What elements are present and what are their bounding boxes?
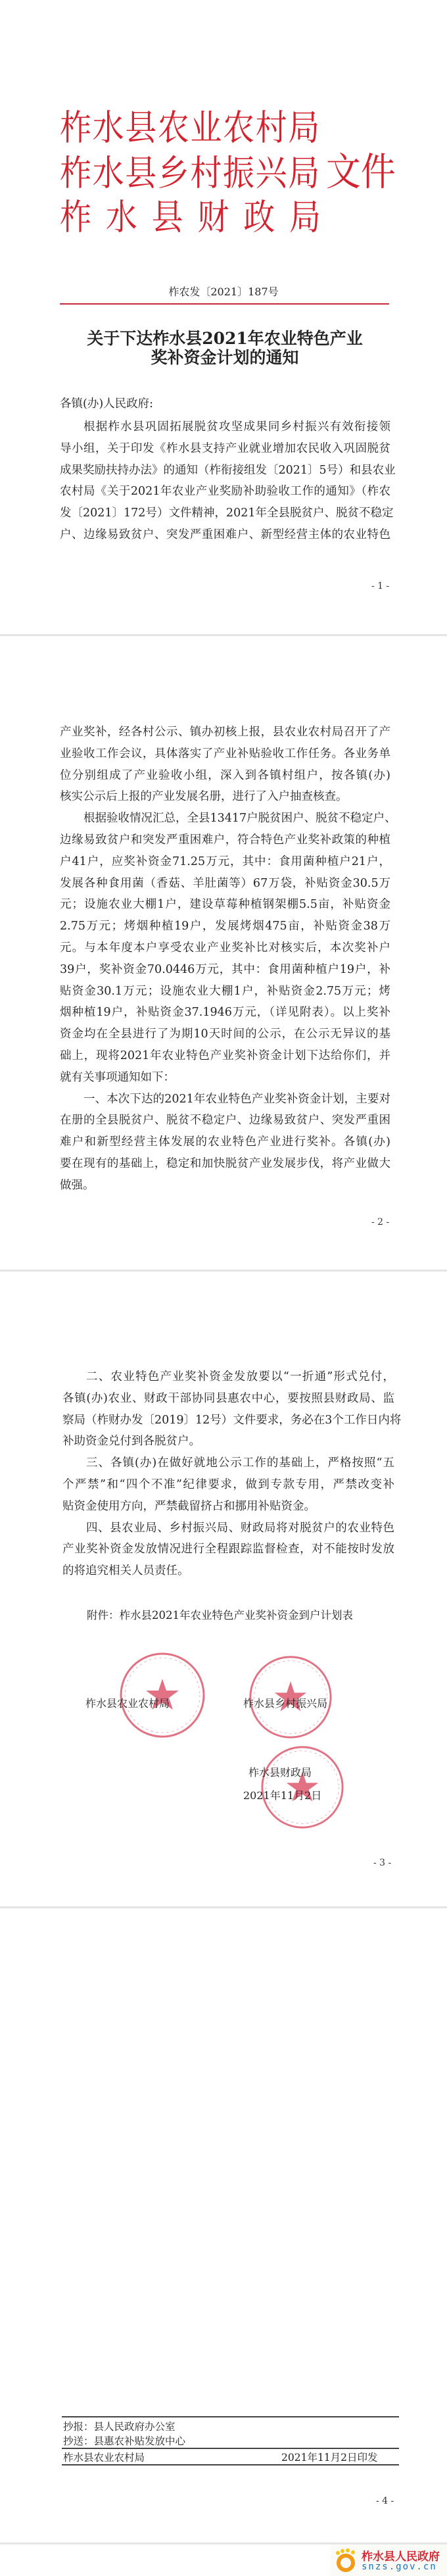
text-line: 业验收工作会议，具体落实了产业补贴验收工作任务。各业务单 — [60, 747, 390, 760]
text-line: 二、农业特色产业奖补资金发放要以“一折通”形式兑付， — [86, 1370, 394, 1383]
issuer-rural: 柞水县乡村振兴局 — [60, 153, 321, 194]
site-watermark — [331, 2544, 447, 2576]
text-line: 补助资金兑付到各脱贫户。 — [62, 1435, 200, 1449]
signature-date: 2021年11月2日 — [243, 1789, 322, 1802]
text-line: 三、各镇(办)在做好就地公示工作的基础上，严格按照“五 — [86, 1456, 394, 1470]
title-line-2: 奖补资金计划的通知 — [151, 348, 299, 367]
red-divider — [60, 303, 389, 305]
cc-send: 抄送：县惠农补贴发放中心 — [63, 2435, 186, 2447]
text-line: 根据柞水县巩固拓展脱贫攻坚成果同乡村振兴有效衔接领 — [83, 420, 390, 433]
divider — [62, 2464, 399, 2465]
signature-finance: 柞水县财政局 — [248, 1766, 312, 1779]
text-line: 难户和新型经营主体发展的农业特色产业进行奖补。各镇(办) — [60, 1135, 390, 1149]
page-number: - 2 - — [371, 1217, 390, 1227]
page-3 — [0, 1272, 447, 1906]
page-1 — [0, 0, 447, 634]
issuer-line-finance: 柞水县财政局 — [60, 197, 335, 238]
text-line: 成果奖励扶持办法》的通知（柞衔接组发〔2021〕5号）和县农业 — [60, 463, 396, 477]
text-line: 39户，奖补资金70.0446万元，其中：食用菌种植户19户，补 — [60, 962, 390, 976]
signature-agriculture: 柞水县农业农村局 — [85, 1697, 170, 1710]
divider — [62, 2416, 399, 2417]
page-number: - 4 - — [376, 2496, 394, 2506]
text-line: 位分别组成了产业验收小组，深入到各镇村组户，按各镇(办) — [60, 768, 390, 782]
text-line: 2.75万元；烤烟种植19户，发展烤烟475亩，补贴资金38万 — [60, 920, 390, 933]
text-line: 根据验收情况汇总，全县13417户脱贫困户、脱贫不稳定户、 — [83, 812, 396, 826]
watermark-url: snzs.gov.cn — [362, 2562, 437, 2572]
text-line: 贴资金使用方向，严禁截留挤占和挪用补贴资金。 — [62, 1499, 316, 1513]
text-line: 产业奖补，经各村公示、镇办初核上报，县农业农村局召开了产 — [60, 726, 390, 739]
text-line: 各镇(办)农业、财政干部协同县惠农中心，要按照县财政局、监 — [62, 1391, 394, 1405]
page-2 — [0, 636, 447, 1270]
text-line: 农村局《关于2021年农业产业奖励补助验收工作的通知》（柞农 — [60, 485, 390, 499]
text-line: 察局（柞财办发〔2019〕12号）文件要求，务必在3个工作日内将 — [62, 1413, 402, 1427]
text-line: 要在现有的基础上，稳定和加快脱贫产业发展步伐，将产业做大 — [60, 1156, 390, 1170]
text-line: 的将追究相关人员责任。 — [62, 1564, 189, 1578]
body-text — [62, 1366, 402, 1582]
government-logo-icon — [335, 2548, 357, 2572]
issuer: 柞水县农业农村局 — [63, 2452, 145, 2464]
body-text — [60, 722, 396, 1197]
text-line: 核实公示后上报的产业发展名册，进行了入户抽查核查。 — [60, 790, 348, 804]
attachment-note: 附件：柞水县2021年农业特色产业奖补资金到户计划表 — [87, 1609, 353, 1622]
issue-date: 2021年11月2日印发 — [281, 2452, 378, 2464]
text-line: 础上，现将2021年农业特色产业奖补资金计划下达给你们，并 — [60, 1049, 390, 1062]
text-line: 烟种植19户，补贴资金37.1946万元，（详见附表）。以上奖补 — [60, 1006, 390, 1020]
watermark-name: 柞水县人民政府 — [362, 2550, 440, 2564]
text-line: 贴资金30.1万元；设施农业大棚1户，补贴资金2.75万元；烤 — [60, 984, 390, 998]
salutation — [60, 393, 390, 415]
text-line: 户41户，应奖补资金71.25万元，其中：食用菌种植户21户， — [60, 855, 390, 868]
text-line: 发〔2021〕172号）文件精神，2021年全县脱贫户、脱贫不稳定 — [60, 507, 394, 520]
divider — [62, 2448, 399, 2449]
text-line: 四、县农业局、乡村振兴局、财政局将对脱贫户的农业特色 — [86, 1521, 394, 1535]
text-line: 元；设施农业大棚1户，建设草莓种植钢架棚5.5亩，补贴资金 — [60, 898, 390, 912]
salutation-text: 各镇(办)人民政府: — [60, 397, 154, 410]
text-line: 资金均在全县进行了为期10天时间的公示，在公示无异议的基 — [60, 1028, 390, 1041]
text-line: 在册的全县脱贫户、脱贫不稳定户、边缘易致贫户、突发严重困 — [60, 1114, 390, 1127]
page-4 — [0, 1908, 447, 2542]
text-line: 产业奖补资金发放情况进行全程跟踪监督检查，对不能按时发放 — [62, 1543, 394, 1556]
issuer-line-rural — [60, 149, 396, 195]
text-line: 个严禁”和“四个不准”纪律要求，做到专款专用，严禁改变补 — [62, 1477, 394, 1491]
signature-rural: 柞水县乡村振兴局 — [243, 1697, 328, 1710]
page-number: - 3 - — [373, 1858, 392, 1868]
text-line: 户、边缘易致贫户、突发严重困难户、新型经营主体的农业特色 — [60, 528, 390, 541]
body-text — [60, 416, 396, 546]
text-line: 边缘易致贫户和突发严重困难户，符合特色产业奖补政策的种植 — [60, 833, 390, 847]
cc-report: 抄报：县人民政府办公室 — [63, 2421, 176, 2433]
page-number: - 1 - — [371, 581, 390, 591]
text-line: 发展各种食用菌（香菇、羊肚菌等）67万袋，补贴资金30.5万 — [60, 876, 390, 890]
issuer-line-agriculture: 柞水县农业农村局 — [60, 107, 321, 149]
document-number: 柞农发〔2021〕187号 — [168, 285, 279, 298]
text-line: 导小组，关于印发《柞水县支持产业就业增加农民收入巩固脱贫 — [60, 441, 390, 455]
text-line: 一、本次下达的2021年农业特色产业奖补资金计划，主要对 — [83, 1092, 390, 1106]
text-line: 元。与本年度本户享受农业产业奖补比对核实后，本次奖补户 — [60, 941, 390, 954]
text-line: 就有关事项通知如下： — [60, 1070, 175, 1084]
title-line-1: 关于下达柞水县2021年农业特色产业 — [87, 329, 363, 348]
text-line: 做强。 — [60, 1178, 95, 1192]
doc-word: 文件 — [325, 149, 396, 195]
